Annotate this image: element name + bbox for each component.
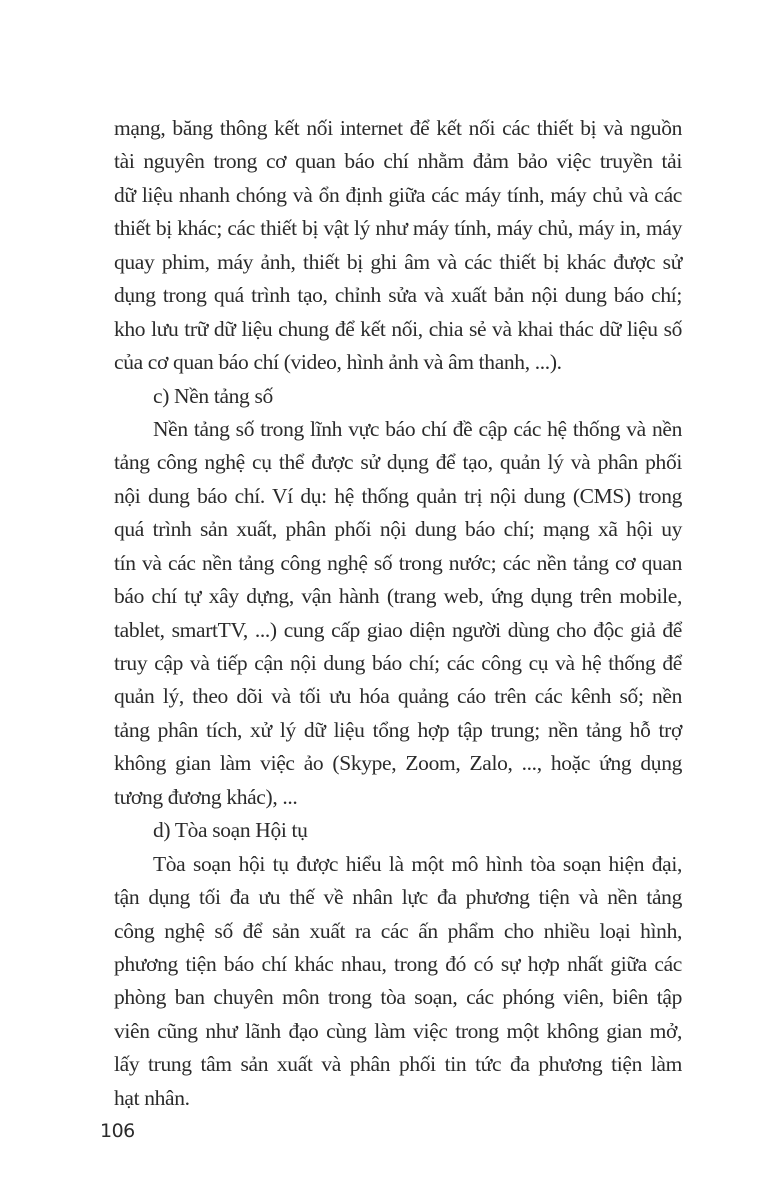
text-line: thiết bị khác; các thiết bị vật lý như máy tính, máy chủ, máy in, máy — [114, 216, 682, 241]
text-line: Nền tảng số trong lĩnh vực báo chí đề cập các hệ thống và nền — [153, 416, 682, 441]
text-line: tảng phân tích, xử lý dữ liệu tổng hợp tập trung; nền tảng hỗ trợ — [114, 717, 682, 742]
page-number: 106 — [100, 1120, 135, 1142]
text-line: viên cũng như lãnh đạo cùng làm việc trong một không gian mở, — [114, 1018, 682, 1043]
text-line: tài nguyên trong cơ quan báo chí nhằm đảm bảo việc truyền tải — [114, 149, 682, 174]
text-line: tảng công nghệ cụ thể được sử dụng để tạo, quản lý và phân phối — [114, 450, 682, 475]
text-line: Tòa soạn hội tụ được hiểu là một mô hình tòa soạn hiện đại, — [153, 851, 682, 876]
text-line: báo chí tự xây dựng, vận hành (trang web, ứng dụng trên mobile, — [114, 584, 682, 609]
paragraph-continuation — [114, 112, 682, 380]
text-line: dữ liệu nhanh chóng và ổn định giữa các máy tính, máy chủ và các — [114, 182, 682, 207]
text-line: tận dụng tối đa ưu thế về nhân lực đa phương tiện và nền tảng — [114, 885, 682, 910]
text-line: hạt nhân. — [114, 1085, 190, 1110]
text-line: kho lưu trữ dữ liệu chung để kết nối, chia sẻ và khai thác dữ liệu số — [114, 316, 682, 341]
text-line: lấy trung tâm sản xuất và phân phối tin tức đa phương tiện làm — [114, 1052, 682, 1077]
text-line: tín và các nền tảng công nghệ số trong nước; các nền tảng cơ quan — [114, 550, 682, 575]
text-line: tablet, smartTV, ...) cung cấp giao diện người dùng cho độc giả để — [114, 617, 682, 642]
text-line: tương đương khác), ... — [114, 784, 298, 809]
text-line: quản lý, theo dõi và tối ưu hóa quảng cáo trên các kênh số; nền — [114, 684, 682, 709]
text-line: quá trình sản xuất, phân phối nội dung báo chí; mạng xã hội uy — [114, 517, 682, 542]
text-line: truy cập và tiếp cận nội dung báo chí; các công cụ và hệ thống để — [114, 651, 682, 675]
text-line: nội dung báo chí. Ví dụ: hệ thống quản trị nội dung (CMS) trong — [114, 483, 682, 508]
text-line: phòng ban chuyên môn trong tòa soạn, các phóng viên, biên tập — [114, 985, 682, 1010]
section-heading-d: d) Tòa soạn Hội tụ — [153, 818, 308, 843]
paragraph-toa-soan-hoi-tu — [114, 848, 682, 1116]
page-body — [114, 112, 682, 1115]
text-line: dụng trong quá trình tạo, chỉnh sửa và xuất bản nội dung báo chí; — [114, 283, 682, 308]
text-line: quay phim, máy ảnh, thiết bị ghi âm và các thiết bị khác được sử — [114, 249, 682, 274]
text-line: không gian làm việc ảo (Skype, Zoom, Zalo, ..., hoặc ứng dụng — [114, 751, 682, 776]
text-line: công nghệ số để sản xuất ra các ấn phẩm cho nhiều loại hình, — [114, 918, 682, 943]
paragraph-nen-tang-so — [114, 413, 682, 814]
text-line: phương tiện báo chí khác nhau, trong đó có sự hợp nhất giữa các — [114, 951, 682, 976]
text-line: của cơ quan báo chí (video, hình ảnh và âm thanh, ...). — [114, 350, 562, 375]
text-line: mạng, băng thông kết nối internet để kết nối các thiết bị và nguồn — [114, 116, 682, 140]
section-heading-c: c) Nền tảng số — [153, 383, 273, 408]
